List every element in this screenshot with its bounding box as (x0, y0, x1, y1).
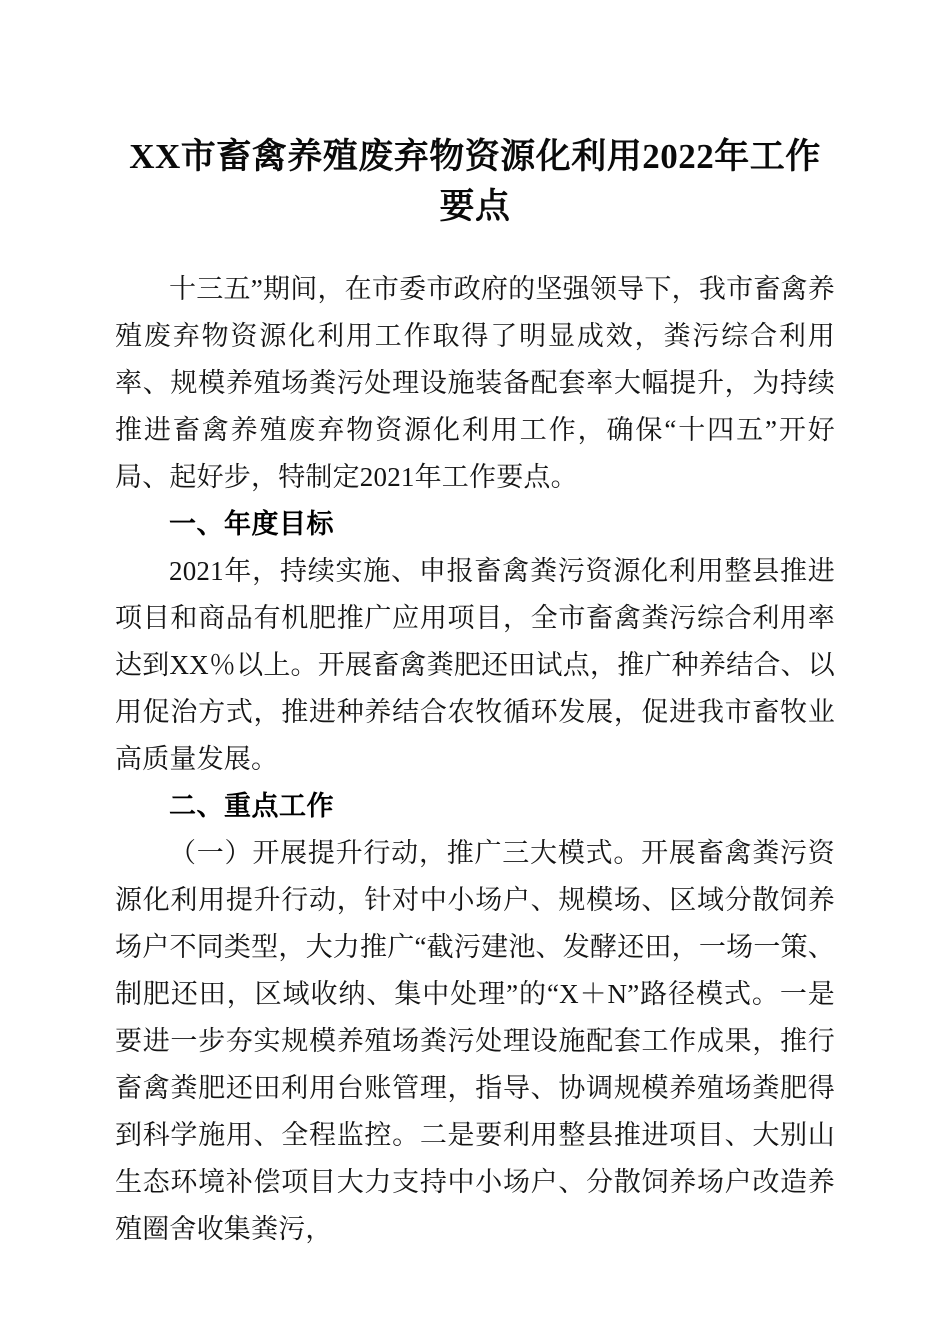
intro-paragraph: 十三五”期间，在市委市政府的坚强领导下，我市畜禽养殖废弃物资源化利用工作取得了明显成效，粪污综合利用率、规模养殖场粪污处理设施装备配套率大幅提升，为持续推进畜禽养殖废弃物资源化利用工作，确保“十四五”开好局、起好步，特制定2021年工作要点。 (115, 274, 835, 492)
key-work-item-one-paragraph: （一）开展提升行动，推广三大模式。开展畜禽粪污资源化利用提升行动，针对中小场户、规模场、区域分散饲养场户不同类型，大力推广“截污建池、发酵还田，一场一策、制肥还田，区域收纳、集中处理”的“X＋N”路径模式。一是要进一步夯实规模养殖场粪污处理设施配套工作成果，推行畜禽粪肥还田利用台账管理，指导、协调规模养殖场粪肥得到科学施用、全程监控。二是要利用整县推进项目、大别山生态环境补偿项目大力支持中小场户、分散饲养场户改造养殖圈舍收集粪污， (115, 838, 835, 1244)
annual-target-paragraph: 2021年，持续实施、申报畜禽粪污资源化利用整县推进项目和商品有机肥推广应用项目，全市畜禽粪污综合利用率达到XX％以上。开展畜禽粪肥还田试点，推广种养结合、以用促治方式，推进种养结合农牧循环发展，促进我市畜牧业高质量发展。 (115, 556, 835, 774)
document-body (115, 232, 835, 1253)
page-title: XX市畜禽养殖废弃物资源化利用2022年工作要点 (129, 137, 821, 226)
section-heading-annual-target: 一、年度目标 (169, 509, 334, 539)
section-heading-key-work: 二、重点工作 (169, 791, 334, 821)
